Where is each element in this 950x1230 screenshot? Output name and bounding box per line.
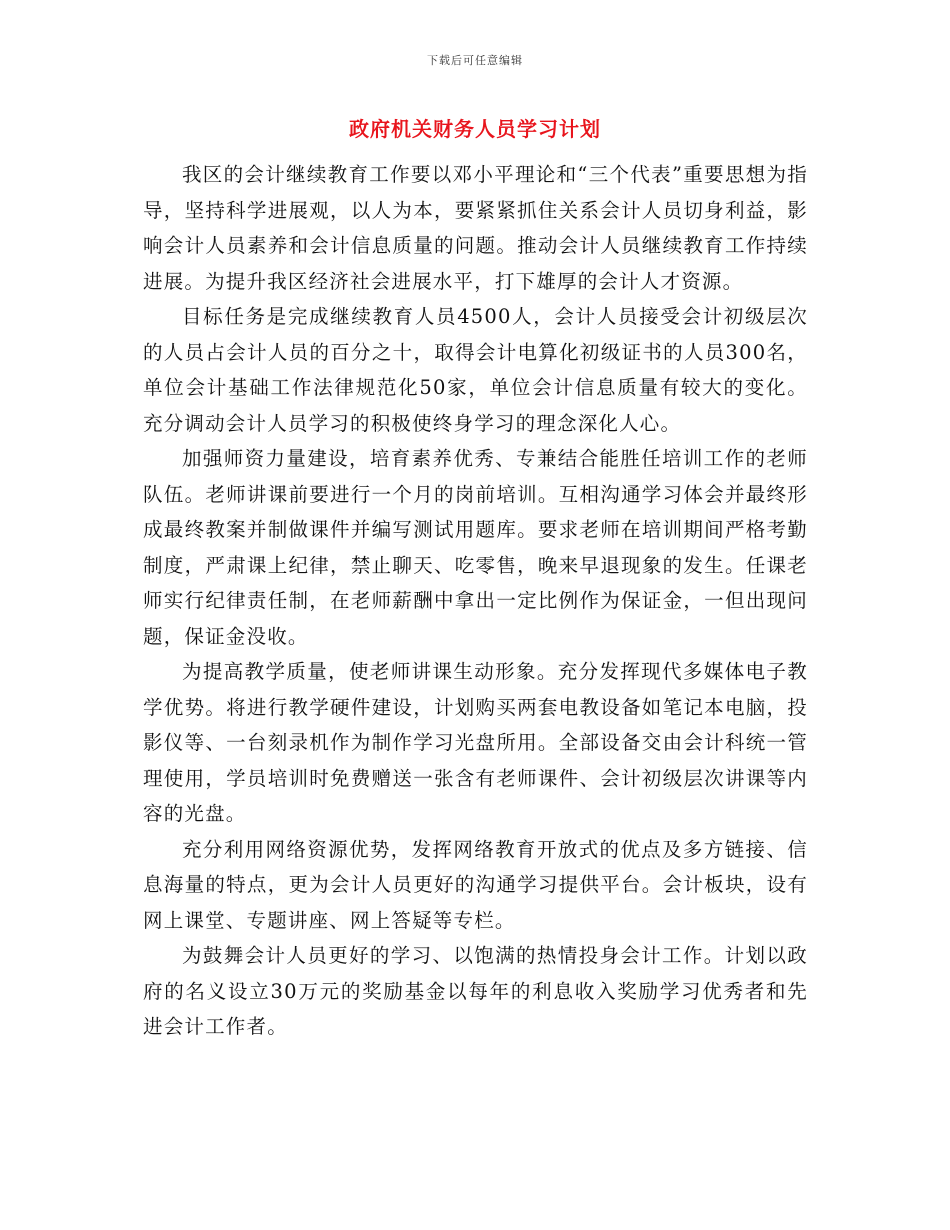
paragraph: 充分利用网络资源优势，发挥网络教育开放式的优点及多方链接、信息海量的特点，更为会计人员更好的沟通学习提供平台。会计板块，设有网上课堂、专题讲座、网上答疑等专栏。 bbox=[143, 837, 808, 932]
paragraph: 为提高教学质量，使老师讲课生动形象。充分发挥现代多媒体电子教学优势。将进行教学硬件建设，计划购买两套电教设备如笔记本电脑，投影仪等、一台刻录机作为制作学习光盘所用。全部设备交由会计科统一管理使用，学员培训时免费赠送一张含有老师课件、会计初级层次讲课等内容的光盘。 bbox=[143, 660, 808, 825]
paragraph: 目标任务是完成继续教育人员4500人，会计人员接受会计初级层次的人员占会计人员的百分之十，取得会计电算化初级证书的人员300名，单位会计基础工作法律规范化50家，单位会计信息质量有较大的变化。充分调动会计人员学习的积极使终身学习的理念深化人心。 bbox=[143, 305, 808, 435]
paragraph: 加强师资力量建设，培育素养优秀、专兼结合能胜任培训工作的老师队伍。老师讲课前要进行一个月的岗前培训。互相沟通学习体会并最终形成最终教案并制做课件并编写测试用题库。要求老师在培训期间严格考勤制度，严肃课上纪律，禁止聊天、吃零售，晚来早退现象的发生。任课老师实行纪律责任制，在老师薪酬中拿出一定比例作为保证金，一但出现问题，保证金没收。 bbox=[143, 447, 808, 648]
paragraph: 为鼓舞会计人员更好的学习、以饱满的热情投身会计工作。计划以政府的名义设立30万元的奖励基金以每年的利息收入奖励学习优秀者和先进会计工作者。 bbox=[143, 944, 808, 1038]
paragraph: 我区的会计继续教育工作要以邓小平理论和“三个代表”重要思想为指导，坚持科学进展观，以人为本，要紧紧抓住关系会计人员切身利益，影响会计人员素养和会计信息质量的问题。推动会计人员继续教育工作持续进展。为提升我区经济社会进展水平，打下雄厚的会计人才资源。 bbox=[143, 163, 808, 293]
document-title: 政府机关财务人员学习计划 bbox=[349, 117, 601, 141]
header-note: 下载后可任意编辑 bbox=[427, 54, 523, 67]
document-body bbox=[143, 157, 808, 1045]
